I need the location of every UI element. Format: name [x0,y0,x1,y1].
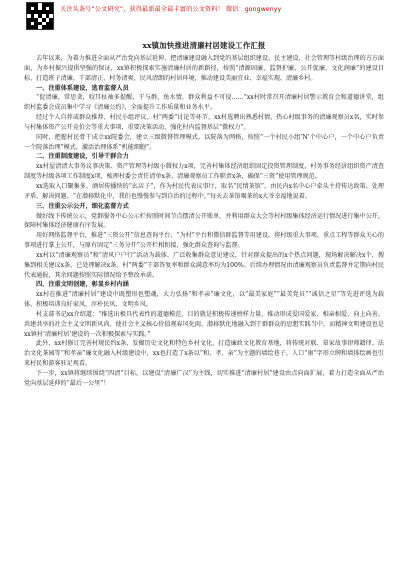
body-paragraph: xx村在推进“清廉村居”建设中既塑形也塑魂，大力弘扬“和孝亲”廉文化，以“最美家庭”“最美党员”“诚信之星”等先进评选为载体，积极培训良好家风、淳朴民风、文明乡风。 [24,291,384,309]
section-heading: 一、注重体系建设，选育监督人员 [36,84,129,92]
body-paragraph: xx选取入口聚集多、酒居传播快的“幺店子”，作为村民代表议事厅，取名“民情茶馆”，由民内x名中心户牵头主持传达政策、处理矛盾、解决问题。“在潜移默化中，我们也慢慢参与到自治的过程中，”每天去茶馆喝茶的x大爷幸福地说着。 [24,182,384,200]
section-heading: 四、注重文明创建，彰显乡村内涵 [36,281,129,289]
body-paragraph: 下一步，xx镇将继续围绕“四清”目标，以建设“清廉广汉”为主线，切实推进“清廉村居”建设由点向面扩展，着力打造全面从严治党向基层延伸的“最后一公里”！ [24,370,384,387]
page-header [24,0,384,40]
promo-notice: 关注头条号“公文研究”，获得最新最全最丰富的公文资料！ 微信：gongwenyy [60,6,282,13]
body-paragraph: “促清廉，常思贪，咬耳扯袖多提醒，干与群，鱼水情，群众利益不可侵……”xx村时常召开清廉村居警示教育会和道德讲堂，组织村监委会成员集中学习《清廉公约》，全面提升工作质量和业务水平。 [24,94,384,112]
body-paragraph: 去年以来，为着力推进全面从严治党向基层延伸，把清廉建设融入到党的基层组织建设、民主建设、社会管理等村级治理的方方面面，为乡村振兴提供坚强的保证，xx镇积极探索实施清廉村居的新路径，按照“清源固廉、监督护廉、公开促廉、文化润廉”的建设目标，打造班子清廉、干部清正、村务清爽、民风清朗的村居环境，推动建设美丽宜业、幸福实现、清廉乡村。 [24,55,384,82]
body-paragraph: 用好网络监督平台，推进“三资公开”信息查询平台、“为村”平台和微信群监督等用建设。将村级重大事项、重点工程等群众关心的事项进行掌上公开，与原有固定“三务分开”公开栏相衔接，强化群众查询与监督。 [24,232,384,250]
document-title: xx镇加快推进清廉村居建设工作汇报 [142,41,266,50]
body-paragraph: 做好线下传统公示，党群服务中心公示栏按照时间节点摆清公开账单，并利用群众大会等村村级集体经济运行情况进行集中公开，保障村集体经济健康有序发展。 [24,212,384,230]
body-paragraph: xx村以“清廉观察员”和“清风户户行”活动为载体，广泛收集群众意见建议，针对群众提出的x个热点问题，现场解决解决x个，搜集到相关建议x条，已处理解决x条。村“两委”干部答复率和群众满意率均为100%。后续办理情况由清廉观察员负责监督并定期向村民代表通报，其余问题按照实际情况给予整改承诺。 [24,251,384,279]
body-paragraph: 村支部书记xx介绍道：“推选出极具代表性的道德模范，目的就是积极传递榜样力量，推动形成爱国爱家、相亲相爱、向上向善、共建共享的社会主义文明新风尚，使社会主义核心价值观春风化雨、潜移默化地融入到干群群众的思想实践当中，而精神文明建设也是xx镇村‘清廉村居’建设的一次积极探索与实践。” [24,310,384,338]
qr-code-icon [26,2,54,30]
section-heading: 二、注重制度建设，引导干群合力 [36,153,129,161]
section-heading: 三、注重公示公开，细化监督方式 [36,202,129,210]
body-paragraph: 经过个人自荐或群众推荐、村民小组评议、村“两委”讨论等环节，xx村选聘出熟悉村情、热心村级事务的清廉观察员x名，实时参与村集体资产公开竞价会等重大事项，重要决策活动，强化村内监督基层“微权力”。 [24,114,384,131]
body-paragraph: xx村屋清清大事务议事决策、资产管理等村级小微权力x项，完善村集体经济组织固定投资管理制度，村务事务经济组织资产清查制度等村级各项工作制度x项，梳理村委会责任清单x条、清廉观察员工作职责x条，确保“三资”使用管理规范。 [24,163,384,181]
document-body [24,54,384,389]
body-paragraph: 此外，xx村修订完善村规民约x条，发掘历史文化和特色乡村文化，打造廉政文化教育基地，将传统对联、慕家故事律师籍律、法治文化茶园等“和孝亲”廉文化融入村级建设中，xx也打造了x条以“和、孝、亲”为主题的墙绘巷子，人口“康”字形立牌和墙体绘画也引来村民和游客驻足观看。 [24,340,384,368]
body-paragraph: 同时，把握村民骨干成立xx院委会，建立三级微督管理模式，以院落为网格，按照“一个村民小组‘N’个中心户，一个中心户负责一个院落治理”模式，激活治理体系“机能细胞”。 [24,133,384,151]
